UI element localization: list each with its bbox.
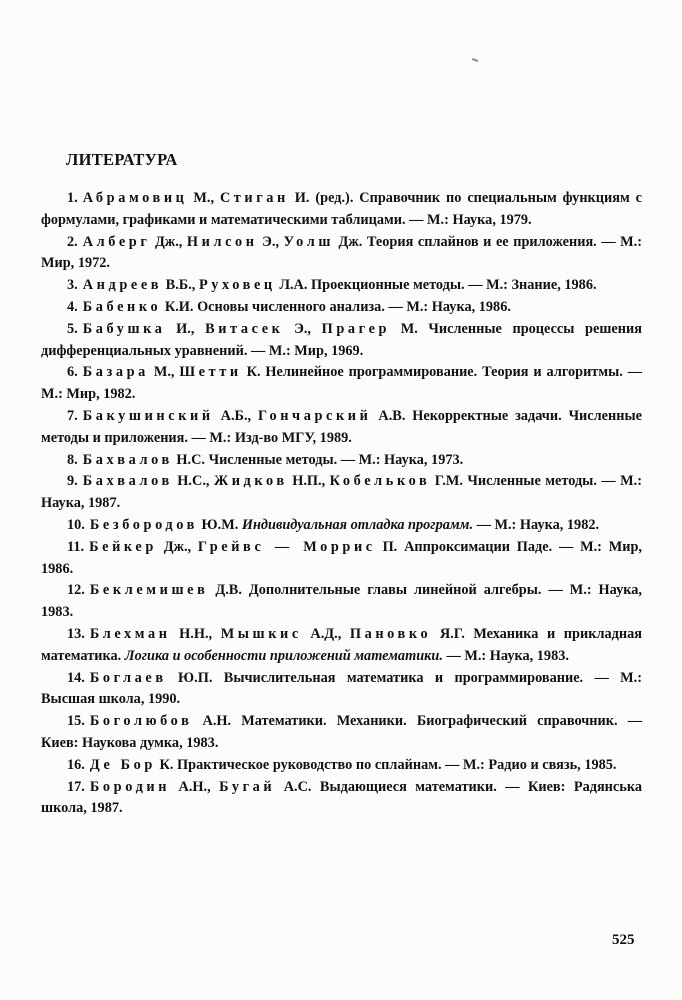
page-number: 525 xyxy=(612,932,635,948)
reference-item: 8. Бахвалов Н.С. Численные методы. — М.: Наука, 1973. xyxy=(67,451,464,468)
reference-item: 10. Безбородов Ю.М. Индивидуальная отладка программ. — М.: Наука, 1982. xyxy=(67,516,600,533)
reference-item: 11. Бейкер Дж., Грейвс — Моррис П. Аппроксимации Паде. — М.: Мир, 1986. xyxy=(41,538,643,577)
reference-item: 15. Боголюбов А.Н. Математики. Механики. Биографический справочник. — Киев: Наукова думка, 1983. xyxy=(41,713,642,751)
reference-item: 7. Бакушинский А.Б., Гончарский А.В. Некорректные задачи. Численные методы и приложения. — М.: Изд-во МГУ, 1989. xyxy=(41,407,642,446)
reference-item: 2. Алберг Дж., Нилсон Э., Уолш Дж. Теория сплайнов и ее приложения. — М.: Мир, 1972. xyxy=(41,233,642,272)
reference-item: 1. Абрамовиц М., Стиган И. (ред.). Справочник по специальным функциям с формулами, графиками и математическими таблицами. — М.: Наука, 1979. xyxy=(41,190,642,228)
reference-item: 13. Блехман Н.Н., Мышкис А.Д., Пановко Я.Г. Механика и прикладная математика. Логика и особенности приложений математики. — М.: Наука, 1983. xyxy=(41,625,642,664)
reference-item: 4. Бабенко К.И. Основы численного анализа. — М.: Наука, 1986. xyxy=(67,298,511,315)
reference-item: 3. Андреев В.Б., Руховец Л.А. Проекционные методы. — М.: Знание, 1986. xyxy=(67,277,597,294)
reference-item: 17. Бородин А.Н., Бугай А.С. Выдающиеся математики. — Киев: Радянська школа, 1987. xyxy=(41,778,642,817)
reference-item: 12. Беклемишев Д.В. Дополнительные главы линейной алгебры. — М.: Наука, 1983. xyxy=(41,582,642,621)
reference-list xyxy=(41,188,642,820)
reference-item: 5. Бабушка И., Витасек Э., Прагер М. Численные процессы решения дифференциальных уравнений. — М.: Мир, 1969. xyxy=(41,320,642,359)
page-title: ЛИТЕРАТУРА xyxy=(66,150,178,169)
reference-item: 14. Боглаев Ю.П. Вычислительная математика и программирование. — М.: Высшая школа, 1990. xyxy=(41,669,642,708)
reference-item: 6. Базара М., Шетти К. Нелинейное программирование. Теория и алгоритмы. — М.: Мир, 1982. xyxy=(41,364,642,403)
scan-speck xyxy=(472,58,478,62)
reference-item: 16. Де Бор К. Практическое руководство по сплайнам. — М.: Радио и связь, 1985. xyxy=(67,756,617,773)
reference-item: 9. Бахвалов Н.С., Жидков Н.П., Кобельков Г.М. Численные методы. — М.: Наука, 1987. xyxy=(41,473,642,512)
